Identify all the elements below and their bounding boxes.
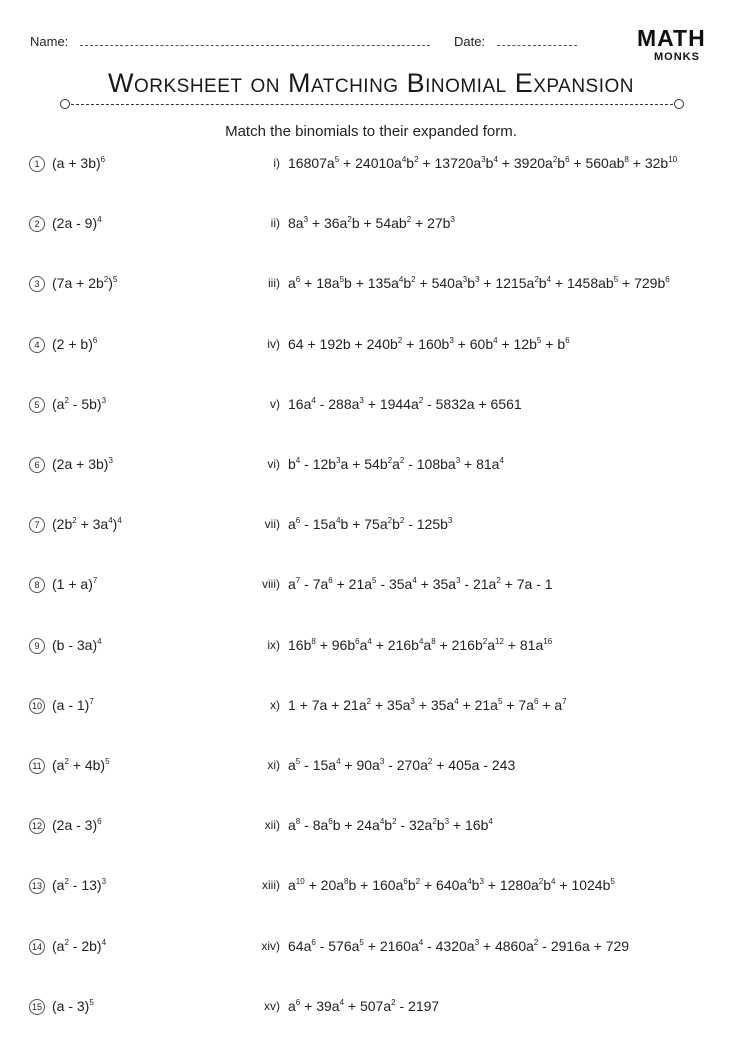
option-numeral: xv) xyxy=(264,998,280,1013)
matching-row xyxy=(0,998,742,1028)
question-number: 4 xyxy=(29,337,45,353)
math-monks-logo xyxy=(637,26,717,66)
question-number: 15 xyxy=(29,999,45,1015)
matching-row xyxy=(0,336,742,366)
option-numeral: iv) xyxy=(267,336,280,351)
question-number: 6 xyxy=(29,457,45,473)
option-numeral: iii) xyxy=(268,276,280,291)
expansion: $a^6 + 18a^5b + 135a^4b^2 + 540a^3b^3 + 1215a^2b^4 + 1458ab^5 + 729b^6$ xyxy=(288,275,670,292)
expansion: $1 + 7a + 21a^2 + 35a^3 + 35a^4 + 21a^5 + 7a^6 + a^7$ xyxy=(288,696,567,713)
matching-row xyxy=(0,877,742,907)
expansion: $a^8 - 8a^6b + 24a^4b^2 - 32a^2b^3 + 16b^4$ xyxy=(288,817,493,834)
divider-left-dot xyxy=(60,99,70,109)
expansion: $a^6 + 39a^4 + 507a^2 - 2197$ xyxy=(288,997,440,1014)
binomial: $(a^2 - 5b)^3$ xyxy=(52,395,107,412)
question-number: 8 xyxy=(29,577,45,593)
question-number: 3 xyxy=(29,276,45,292)
expansion: $b^4 - 12b^3a + 54b^2a^2 - 108ba^3 + 81a^4$ xyxy=(288,456,504,472)
name-blank[interactable] xyxy=(80,35,430,46)
binomial: $(7a + 2b^2)^5$ xyxy=(52,275,118,292)
matching-row xyxy=(0,155,742,185)
matching-row xyxy=(0,275,742,305)
option-numeral: x) xyxy=(270,697,280,712)
binomial: (2a - 3)$^6$ xyxy=(52,817,102,834)
binomial: $(2b^2 + 3a^4)^4$ xyxy=(52,516,122,533)
logo-top-text: MATH xyxy=(637,25,706,51)
question-number: 13 xyxy=(29,878,45,894)
binomial: (b - 3a)$^4$ xyxy=(52,636,102,653)
question-number: 5 xyxy=(29,397,45,413)
expansion: $a^6 - 15a^4b + 75a^2b^2 - 125b^3$ xyxy=(288,516,453,533)
question-number: 2 xyxy=(29,216,45,232)
date-field-row xyxy=(454,34,577,49)
matching-row xyxy=(0,817,742,847)
binomial: (2a - 9)$^4$ xyxy=(52,215,102,232)
matching-row xyxy=(0,396,742,426)
expansion: $16a^4 - 288a^3 + 1944a^2 - 5832a + 6561$ xyxy=(288,395,522,412)
name-field-row xyxy=(30,34,430,49)
option-numeral: ix) xyxy=(267,637,280,652)
option-numeral: ii) xyxy=(270,216,280,231)
option-numeral: vii) xyxy=(264,517,280,532)
date-label: Date: xyxy=(454,34,486,49)
expansion: $a^7 - 7a^6 + 21a^5 - 35a^4 + 35a^3 - 21a^2 + 7a - 1$ xyxy=(288,576,553,593)
matching-row xyxy=(0,215,742,245)
question-number: 10 xyxy=(29,698,45,714)
question-number: 7 xyxy=(29,517,45,533)
expansion: $8a^3 + 36a^2b + 54ab^2 + 27b^3$ xyxy=(288,215,455,232)
option-numeral: i) xyxy=(273,156,280,170)
matching-row xyxy=(0,637,742,667)
question-number: 14 xyxy=(29,939,45,955)
binomial: (a - 1)$^7$ xyxy=(52,696,94,713)
binomial: (a - 3)$^5$ xyxy=(52,997,94,1014)
matching-row xyxy=(0,938,742,968)
binomial: $(1 + a)^7$ xyxy=(52,576,98,593)
binomial: $(a^2 + 4b)^5$ xyxy=(52,757,110,773)
matching-row xyxy=(0,757,742,787)
expansion: $a^{10} + 20a^8b + 160a^6b^2 + 640a^4b^3 + 1280a^2b^4 + 1024b^5$ xyxy=(288,877,615,894)
option-numeral: v) xyxy=(270,396,280,411)
expansion: $a^5 - 15a^4 + 90a^3 - 270a^2 + 405a - 243$ xyxy=(288,757,516,773)
question-number: 1 xyxy=(29,156,45,172)
binomial: $(2 + b)^6$ xyxy=(52,335,98,352)
matching-row xyxy=(0,456,742,486)
option-numeral: xi) xyxy=(267,758,280,772)
expansion: $16807a^5 + 24010a^4b^2 + 13720a^3b^4 + 3920a^2b^6 + 560ab^8 + 32b^{10}$ xyxy=(288,155,678,171)
option-numeral: xii) xyxy=(264,818,280,833)
expansion: $64a^6 - 576a^5 + 2160a^4 - 4320a^3 + 4860a^2 - 2916a + 729$ xyxy=(288,937,630,954)
binomial: $(a^2 - 2b)^4$ xyxy=(52,937,107,954)
logo-bottom-text: MONKS xyxy=(654,51,700,63)
title-divider xyxy=(66,104,678,105)
matching-row xyxy=(0,576,742,606)
page-title: Worksheet on Matching Binomial Expansion xyxy=(107,68,634,98)
name-label: Name: xyxy=(30,34,69,49)
option-numeral: xiv) xyxy=(261,938,280,953)
option-numeral: xiii) xyxy=(262,878,280,893)
matching-row xyxy=(0,516,742,546)
divider-right-dot xyxy=(674,99,684,109)
instructions: Match the binomials to their expanded form. xyxy=(225,123,517,140)
question-number: 9 xyxy=(29,638,45,654)
option-numeral: vi) xyxy=(267,457,280,471)
expansion: $16b^8 + 96b^6a^4 + 216b^4a^8 + 216b^2a^{12} + 81a^{16}$ xyxy=(288,636,553,653)
question-number: 12 xyxy=(29,818,45,834)
expansion: $64 + 192b + 240b^2 + 160b^3 + 60b^4 + 12b^5 + b^6$ xyxy=(288,335,570,352)
binomial: $(a^2 - 13)^3$ xyxy=(52,877,107,894)
option-numeral: viii) xyxy=(262,577,280,592)
date-blank[interactable] xyxy=(497,35,577,46)
binomial: $(a + 3b)^6$ xyxy=(52,155,106,171)
binomial: $(2a + 3b)^3$ xyxy=(52,456,113,472)
matching-row xyxy=(0,697,742,727)
question-number: 11 xyxy=(29,758,45,774)
